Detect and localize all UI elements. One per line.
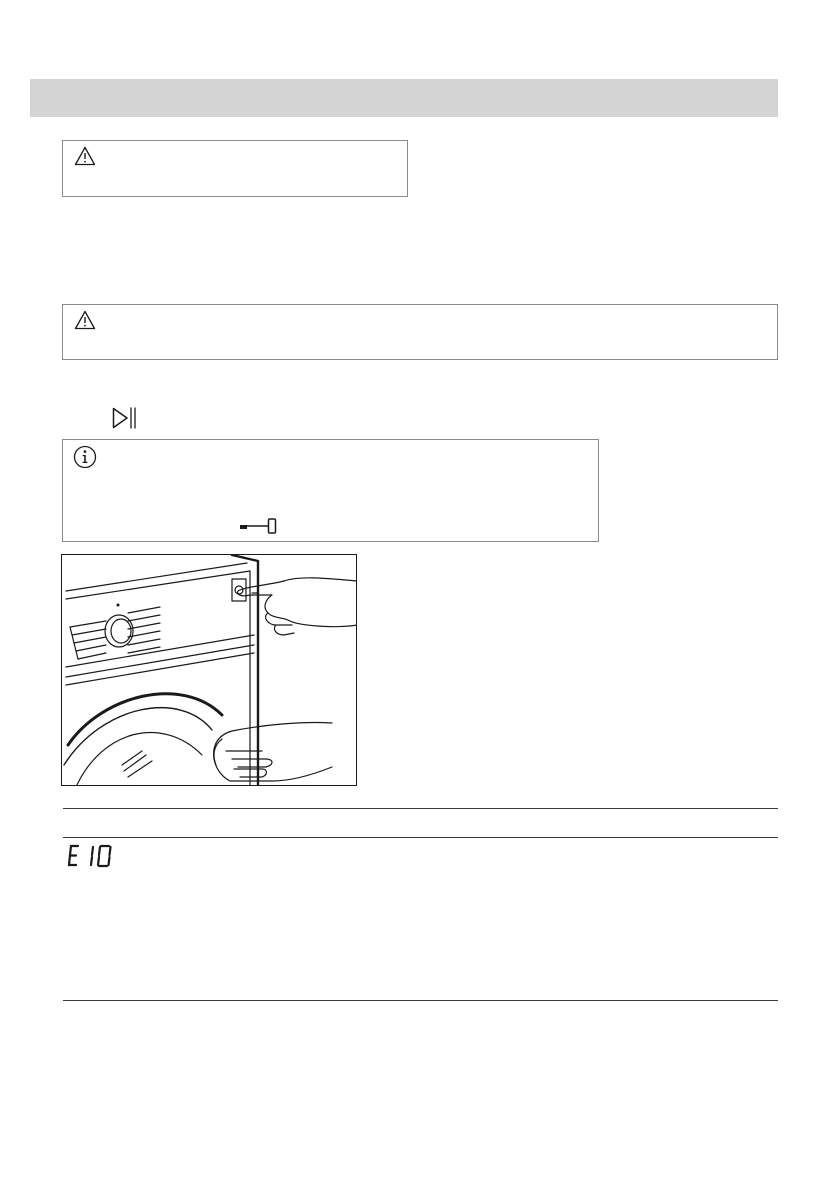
info-icon [73,445,97,469]
warning-triangle-icon [74,146,96,166]
table-header-rule [63,837,778,838]
child-lock-key-icon [238,516,284,536]
info-box [62,439,599,542]
warning-box-2 [62,304,778,360]
warning-triangle-icon [74,310,96,330]
table-bottom-rule [63,1000,778,1001]
seven-segment-error-code-icon [67,844,115,868]
warning-box-1 [62,140,408,197]
table-top-rule [63,808,778,809]
washing-machine-door-emergency-open-illustration [61,554,357,786]
start-pause-icon [111,406,137,430]
section-header-bar [30,79,778,117]
